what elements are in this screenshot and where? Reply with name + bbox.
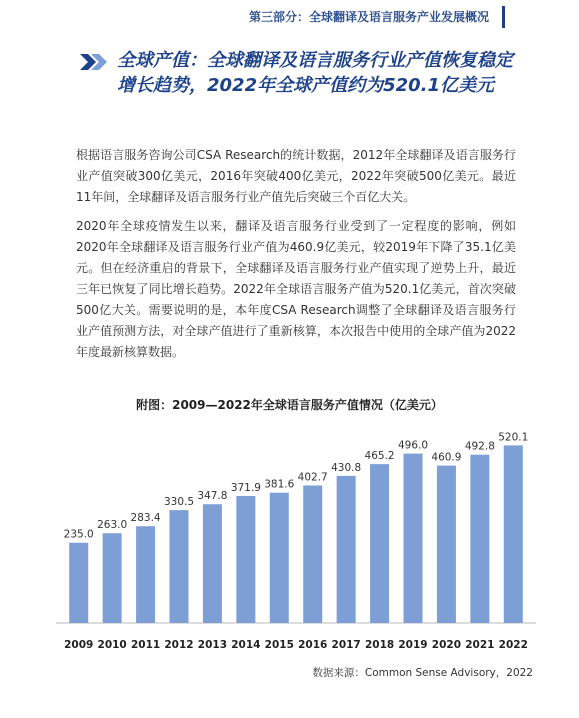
- bar-chart: [56, 420, 536, 660]
- x-tick-label-2011: 2011: [130, 639, 161, 651]
- bar-2010: [103, 533, 122, 623]
- x-tick-label-2019: 2019: [398, 639, 428, 651]
- x-tick-label-2018: 2018: [364, 639, 395, 651]
- bar-2014: [236, 496, 255, 623]
- x-tick-label-2013: 2013: [197, 639, 228, 651]
- x-tick-label-2020: 2020: [431, 639, 462, 651]
- bar-2020: [437, 466, 456, 623]
- x-tick-label-2014: 2014: [231, 639, 261, 651]
- data-label-2015: 381.6: [264, 478, 295, 491]
- bar-2016: [303, 485, 322, 623]
- section-label: 第三部分：全球翻译及语言服务产业发展概况: [248, 10, 489, 24]
- x-tick-label-2017: 2017: [331, 639, 361, 651]
- data-label-2016: 402.7: [297, 471, 328, 484]
- bar-2015: [270, 493, 289, 623]
- data-source: 数据来源：Common Sense Advisory，2022: [312, 667, 533, 679]
- x-tick-label-2012: 2012: [164, 639, 194, 651]
- chart-caption: 附图：2009—2022年全球语言服务产值情况（亿美元）: [136, 398, 443, 412]
- data-label-2019: 496.0: [397, 439, 429, 452]
- bar-2013: [203, 504, 222, 623]
- paragraph-2: 2020年全球疫情发生以来，翻译及语言服务行业受到了一定程度的影响，例如2020年全球翻译及语言服务行业产值为460.9亿美元，较2019年下降了35.1亿美元。但在经济重启的背景下，全球翻译及语言服务行业产值实现了逆势上升，最近三年已恢复了同比增长趋势。2022年全球语言服务产值为520.1亿美元，首次突破500亿大关。需要说明的是，本年度CSA Research调整了全球翻译及语言服务行业产值预测方法，对全球产值进行了重新核算，本次报告中使用的全球产值为2022年度最新核算数据。: [76, 219, 516, 359]
- data-label-2009: 235.0: [63, 528, 94, 541]
- bar-2011: [136, 526, 155, 623]
- data-label-2011: 283.4: [130, 512, 161, 525]
- x-tick-label-2016: 2016: [298, 639, 328, 651]
- data-label-2017: 430.8: [331, 461, 362, 474]
- data-label-2010: 263.0: [97, 519, 128, 532]
- data-label-2012: 330.5: [163, 496, 195, 509]
- data-label-2014: 371.9: [230, 481, 261, 494]
- bar-2012: [170, 510, 189, 623]
- x-tick-label-2022: 2022: [498, 639, 528, 651]
- x-tick-label-2009: 2009: [64, 639, 94, 651]
- bar-2019: [404, 454, 423, 623]
- data-label-2018: 465.2: [364, 450, 395, 463]
- data-label-2020: 460.9: [431, 451, 462, 464]
- double-chevron-icon: [80, 54, 110, 70]
- bar-2017: [337, 476, 356, 623]
- bar-2018: [370, 464, 389, 623]
- data-label-2021: 492.8: [464, 440, 495, 453]
- paragraph-1: 根据语言服务咨询公司CSA Research的统计数据，2012年全球翻译及语言服务行业产值突破300亿美元，2016年突破400亿美元，2022年突破500亿美元。最近11年间，全球翻译及语言服务行业产值先后突破三个百亿大关。: [76, 148, 516, 204]
- x-tick-label-2015: 2015: [264, 639, 294, 651]
- data-label-2013: 347.8: [197, 490, 228, 503]
- bar-2022: [504, 445, 523, 623]
- bar-2021: [470, 455, 489, 623]
- page-title: 全球产值：全球翻译及语言服务行业产值恢复稳定增长趋势，2022年全球产值约为520.1亿美元: [117, 50, 513, 96]
- header-accent-bar: [502, 6, 505, 28]
- x-tick-label-2021: 2021: [465, 639, 495, 651]
- x-tick-label-2010: 2010: [97, 639, 127, 651]
- data-label-2022: 520.1: [498, 431, 529, 444]
- bar-2009: [69, 543, 88, 623]
